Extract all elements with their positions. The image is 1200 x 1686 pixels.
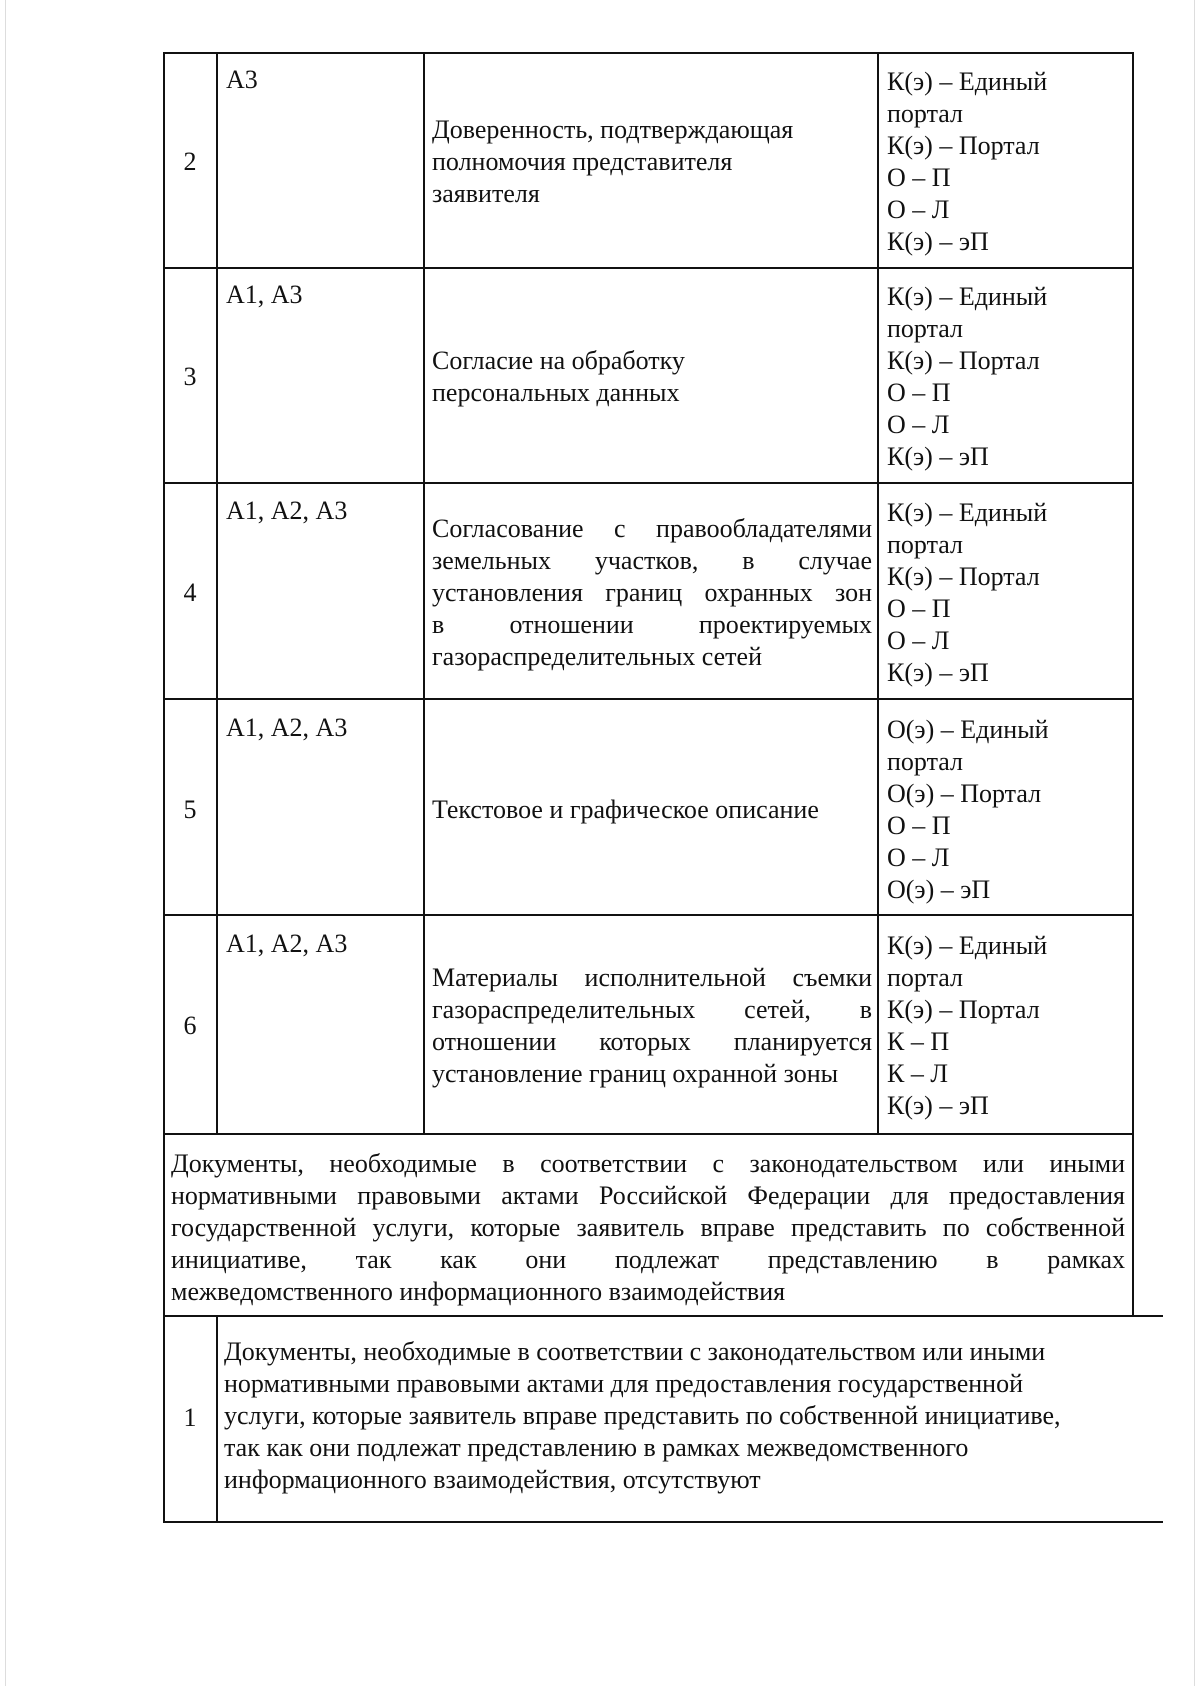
form-line: К(э) – Портал <box>887 346 1040 375</box>
form-line: К(э) – Единый <box>887 67 1048 96</box>
row-line-6 <box>163 1133 1134 1135</box>
document-line: информационного взаимодействия, отсутствуют <box>224 1465 761 1494</box>
document-line: в отношении проектируемых <box>432 610 872 639</box>
scan-edge-left <box>5 0 6 1686</box>
last-row-border-bottom <box>163 1521 1163 1523</box>
document-line: Текстовое и графическое описание <box>432 795 819 824</box>
document-line: Согласие на обработку <box>432 346 685 375</box>
document-name <box>432 345 685 409</box>
row-number: 5 <box>183 795 197 824</box>
form-line: К(э) – Единый <box>887 282 1048 311</box>
document-line: установления границ охранных зон <box>432 578 872 607</box>
row-number: 1 <box>183 1403 197 1432</box>
section-border-left <box>163 1133 165 1317</box>
form-line: О(э) – эП <box>887 875 991 904</box>
section-heading-line: инициативе, так как они подлежат представлению в рамках <box>171 1245 1125 1274</box>
row-line-5 <box>163 914 1134 916</box>
row-line-4 <box>163 698 1134 700</box>
form-line: К(э) – Портал <box>887 562 1040 591</box>
applicant-codes: А1, А2, А3 <box>226 713 348 742</box>
submission-forms <box>887 930 1047 1122</box>
document-name <box>432 794 819 826</box>
document-name <box>224 1336 1061 1496</box>
form-line: портал <box>887 963 963 992</box>
form-line: О(э) – Единый <box>887 715 1049 744</box>
document-line: установление границ охранной зоны <box>432 1059 839 1088</box>
row-line-top <box>163 52 1134 54</box>
applicant-codes: А1, А2, А3 <box>226 929 348 958</box>
document-name <box>432 114 793 210</box>
applicant-codes: А1, А3 <box>226 280 303 309</box>
form-line: К(э) – Портал <box>887 131 1040 160</box>
table-border-right <box>1132 52 1134 1134</box>
submission-forms <box>887 66 1047 258</box>
row-line-3 <box>163 482 1134 484</box>
section-heading-line: Документы, необходимые в соответствии с законодательством или иными <box>171 1149 1125 1178</box>
document-line: Доверенность, подтверждающая <box>432 115 794 144</box>
applicant-codes: А1, А2, А3 <box>226 496 348 525</box>
form-line: О – П <box>887 163 951 192</box>
form-line: О – П <box>887 811 951 840</box>
section-heading <box>171 1148 1125 1308</box>
submission-forms <box>887 497 1047 689</box>
form-line: К – П <box>887 1027 950 1056</box>
section-border-bottom <box>163 1315 1163 1317</box>
submission-forms <box>887 281 1047 473</box>
document-line: заявителя <box>432 179 540 208</box>
form-line: К(э) – эП <box>887 1091 989 1120</box>
form-line: О – П <box>887 594 951 623</box>
submission-forms <box>887 714 1049 906</box>
document-line: земельных участков, в случае <box>432 546 872 575</box>
form-line: К – Л <box>887 1059 948 1088</box>
row-line-2 <box>163 267 1134 269</box>
form-line: портал <box>887 99 963 128</box>
section-border-right <box>1132 1133 1134 1317</box>
document-line: так как они подлежат представлению в рамках межведомственного <box>224 1433 969 1462</box>
form-line: К(э) – Единый <box>887 498 1048 527</box>
document-line: полномочия представителя <box>432 147 733 176</box>
form-line: К(э) – Единый <box>887 931 1048 960</box>
form-line: О – Л <box>887 626 950 655</box>
col-divider-1 <box>216 52 218 1134</box>
document-line: нормативными правовыми актами для предоставления государственной <box>224 1369 1023 1398</box>
document-line: Документы, необходимые в соответствии с законодательством или иными <box>224 1337 1046 1366</box>
form-line: К(э) – эП <box>887 442 989 471</box>
form-line: О – Л <box>887 195 950 224</box>
document-line: отношении которых планируется <box>432 1027 872 1056</box>
row-number: 6 <box>183 1011 197 1040</box>
document-line: Согласование с правообладателями <box>432 514 872 543</box>
document-line: услуги, которые заявитель вправе представить по собственной инициативе, <box>224 1401 1061 1430</box>
form-line: О – Л <box>887 410 950 439</box>
document-line: персональных данных <box>432 378 680 407</box>
document-name <box>432 513 872 673</box>
document-line: газораспределительных сетей <box>432 642 763 671</box>
row-number: 2 <box>183 147 197 176</box>
document-name <box>432 962 872 1090</box>
form-line: К(э) – эП <box>887 227 989 256</box>
applicant-codes: А3 <box>226 65 258 94</box>
section-heading-line: межведомственного информационного взаимодействия <box>171 1277 786 1306</box>
col-divider-3 <box>877 52 879 1134</box>
section-heading-line: нормативными правовыми актами Российской Федерации для предоставления <box>171 1181 1125 1210</box>
last-row-divider <box>216 1315 218 1523</box>
form-line: К(э) – Портал <box>887 995 1040 1024</box>
scan-edge-right <box>1194 0 1195 1686</box>
row-number: 4 <box>183 578 197 607</box>
form-line: портал <box>887 314 963 343</box>
col-divider-2 <box>423 52 425 1134</box>
form-line: портал <box>887 530 963 559</box>
form-line: О – П <box>887 378 951 407</box>
document-line: Материалы исполнительной съемки <box>432 963 872 992</box>
form-line: портал <box>887 747 963 776</box>
form-line: О(э) – Портал <box>887 779 1042 808</box>
section-heading-line: государственной услуги, которые заявитель вправе представить по собственной <box>171 1213 1125 1242</box>
document-line: газораспределительных сетей, в <box>432 995 872 1024</box>
form-line: К(э) – эП <box>887 658 989 687</box>
form-line: О – Л <box>887 843 950 872</box>
row-number: 3 <box>183 362 197 391</box>
